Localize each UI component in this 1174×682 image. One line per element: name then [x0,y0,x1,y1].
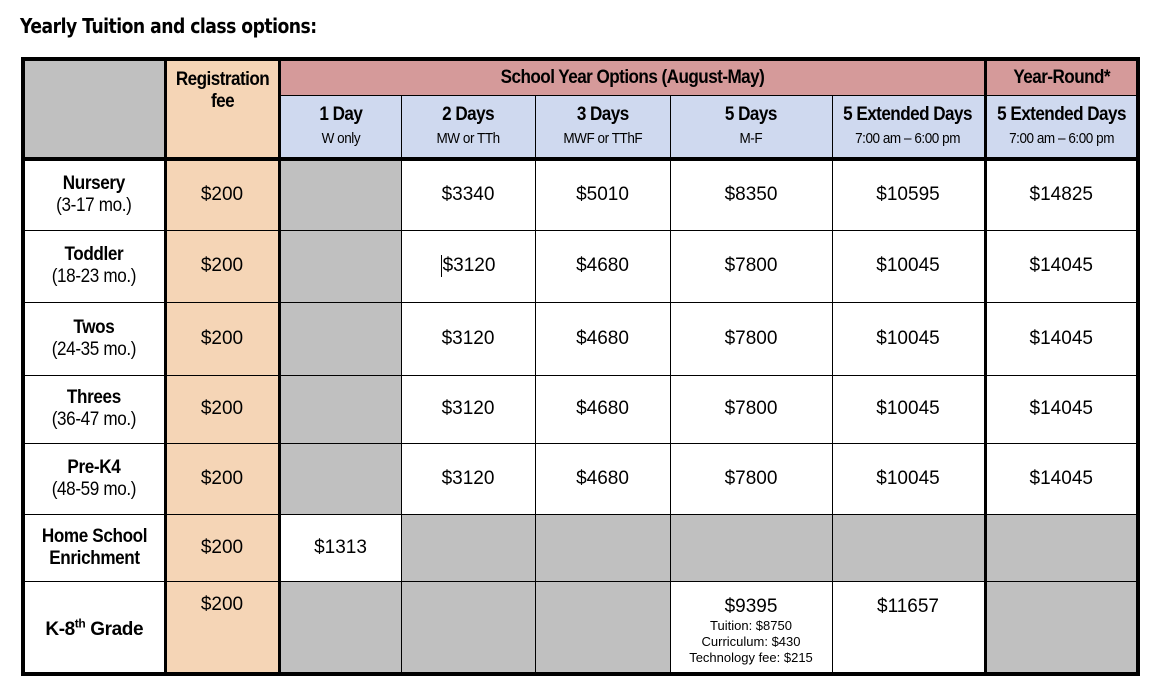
table-row [23,302,1138,375]
fee-cell: $200 [165,443,279,514]
col-header-1-day: 1 Day W only [279,95,401,159]
table-row [23,581,1138,674]
fee-cell: $200 [165,302,279,375]
price-cell: $10595 [832,159,985,230]
empty-cell [985,514,1138,581]
empty-cell [401,514,535,581]
row-label: K-8th Grade [23,581,165,674]
price-cell: $4680 [535,443,670,514]
price-cell: $14045 [985,375,1138,443]
corner-cell [23,59,165,159]
price-cell: $8350 [670,159,832,230]
empty-cell [279,302,401,375]
price-cell: $3120 [401,302,535,375]
row-label: Nursery (3-17 mo.) [23,159,165,230]
price-cell: $4680 [535,375,670,443]
row-label: Pre-K4 (48-59 mo.) [23,443,165,514]
price-cell: $3120 [401,443,535,514]
k8-tuition: Tuition: $8750 [710,617,792,633]
price-cell: $4680 [535,302,670,375]
empty-cell [279,159,401,230]
empty-cell [670,514,832,581]
k8-technology-fee: Technology fee: $215 [689,649,813,665]
school-year-header: School Year Options (August-May) [279,59,985,95]
price-cell: $10045 [832,302,985,375]
empty-cell [535,581,670,674]
price-cell: $14045 [985,443,1138,514]
table-row [23,375,1138,443]
col-header-year-round-extended: 5 Extended Days 7:00 am – 6:00 pm [985,95,1138,159]
empty-cell [832,514,985,581]
fee-cell: $200 [165,375,279,443]
col-header-5-extended-days: 5 Extended Days 7:00 am – 6:00 pm [832,95,985,159]
row-label: Threes (36-47 mo.) [23,375,165,443]
fee-cell: $200 [165,514,279,581]
row-label: Toddler (18-23 mo.) [23,230,165,302]
price-cell: $7800 [670,375,832,443]
price-cell: $7800 [670,443,832,514]
price-cell: $14045 [985,230,1138,302]
price-cell: $3340 [401,159,535,230]
price-cell: $3120 [401,375,535,443]
page-title: Yearly Tuition and class options: [20,14,317,38]
price-cell [670,581,832,674]
table-row [23,514,1138,581]
price-cell: $10045 [832,230,985,302]
empty-cell [279,443,401,514]
col-header-3-days: 3 Days MWF or TThF [535,95,670,159]
empty-cell [535,514,670,581]
fee-cell: $200 [165,230,279,302]
empty-cell [279,230,401,302]
price-cell: $7800 [670,302,832,375]
col-header-2-days: 2 Days MW or TTh [401,95,535,159]
text-cursor [441,255,442,277]
empty-cell [279,581,401,674]
table-row [23,230,1138,302]
year-round-header: Year-Round* [985,59,1138,95]
table-row [23,159,1138,230]
empty-cell [401,581,535,674]
price-cell: $4680 [535,230,670,302]
row-label: Home School Enrichment [23,514,165,581]
price-cell: $14045 [985,302,1138,375]
price-cell: $5010 [535,159,670,230]
tuition-table [21,57,1140,676]
registration-fee-header: Registration fee [165,59,279,159]
k8-curriculum: Curriculum: $430 [701,633,801,649]
fee-cell: $200 [165,159,279,230]
empty-cell [985,581,1138,674]
price-cell: $10045 [832,443,985,514]
k8-five-day-price: $9395 [724,595,778,617]
price-cell[interactable]: $3120 [401,230,535,302]
price-cell: $1313 [279,514,401,581]
price-cell: $11657 [832,581,985,674]
price-cell: $14825 [985,159,1138,230]
fee-cell: $200 [165,581,279,674]
price-cell: $10045 [832,375,985,443]
empty-cell [279,375,401,443]
row-label: Twos (24-35 mo.) [23,302,165,375]
table-row [23,443,1138,514]
col-header-5-days: 5 Days M-F [670,95,832,159]
price-cell: $7800 [670,230,832,302]
